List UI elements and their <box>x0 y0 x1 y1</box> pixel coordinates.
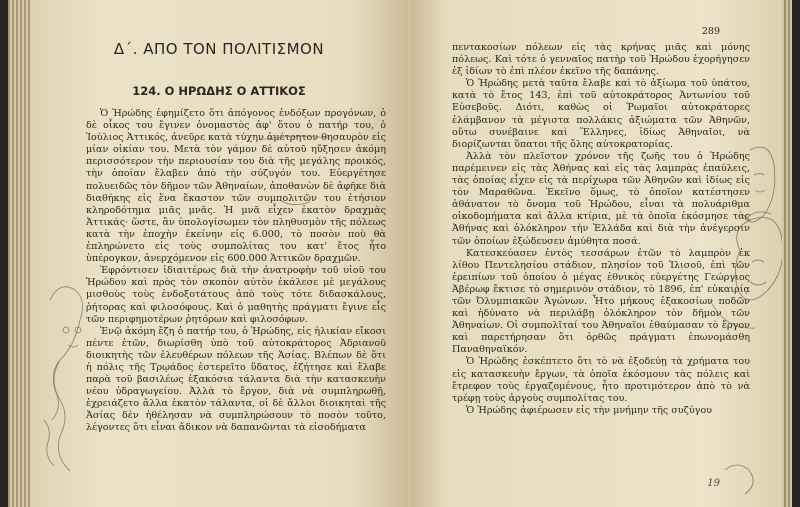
right-page <box>410 0 782 507</box>
right-paragraph-3: Ἀλλὰ τὸν πλεῖστον χρόνον τῆς ζωῆς του ὁ Ἡρώδης παρέμεινεν εἰς τὰς Ἀθήνας καὶ εἰς τὰς λαμπρὰς ἐπαύλεις, τὰς ὁποίας εἶχεν εἰς τὰ περίχωρα τῶν Ἀθηνῶν καὶ ἰδίως εἰς τὸν Μαραθῶνα. Ἐκεῖνο ὅμως, τὸ ὁποῖον κατέστησεν ἀθάνατον τὸ ὄνομα τοῦ Ἡρώδου, εἶναι τὰ πολυάριθμα οἰκοδομήματα καὶ ἄλλα κτίρια, μὲ τὰ ὁποῖα ἐκόσμησε τὰς Ἀθήνας καὶ ὁλόκληρον τὴν Ἑλλάδα καὶ διὰ τὴν ἀνέγερσιν τῶν ὁποίων ἐξώδευσεν ἀμύθητα ποσά. <box>452 150 750 247</box>
right-paragraph-2: Ὁ Ἡρώδης μετὰ ταῦτα ἔλαβε καὶ τὸ ἀξίωμα τοῦ ὑπάτου, κατὰ τὸ ἔτος 143, ἐπὶ τοῦ αὐτοκράτορος Ἀντωνίου τοῦ Εὐσεβοῦς. Διότι, καθὼς οἱ Ῥωμαῖοι αὐτοκράτορες ἐλάμβανον τὰ μέγιστα πολλάκις ἀξιώματα τῶν Ἀθηνῶν, οὕτω συνέβαινε καὶ Ἕλληνες, ἰδίως Ἀθηναῖοι, νὰ διορίζωνται ὕπατοι τῆς ὅλης αὐτοκρατορίας. <box>452 78 750 150</box>
page-number: 289 <box>701 26 720 37</box>
section-title: Δ΄. ΑΠΟ ΤΟΝ ΠΟΛΙΤΙΣΜΟΝ <box>113 40 325 58</box>
open-book <box>8 0 792 507</box>
left-paragraph-1: Ὁ Ἡρώδης ἐφημίζετο ὅτι ἀπόγονος ἐνδόξων προγόνων, ὁ δὲ οἶκος του ἔγινεν ὀνομαστὸς ἀφ' ὅτου ὁ πατήρ του, ὁ Ἰούλιος Ἀττικός, ἀνεῦρε κατὰ τύχην ἀμέτρητον θησαυρὸν εἰς μίαν οἰκίαν του. Μετὰ τὸν γάμον δὲ αὐτοῦ ηὔξησεν ἀκόμη περισσότερον τὴν περιουσίαν του διὰ τῆς μεγάλης προικός, τὴν ὁποίαν ἔλαβεν ἀπὸ τὴν σύζυγόν του. Εὐεργέτησε πολυειδῶς τὸν δῆμον τῶν Ἀθηναίων, ἀποθανὼν δὲ ἀφῆκε διὰ διαθήκης εἰς ἕνα ἕκαστον τῶν συμπολιτῶν του ἐτήσιον κληροδότημα μιᾶς μνᾶς. Ἡ μνᾶ εἶχεν ἑκατὸν δραχμὰς Ἀττικάς· ὥστε, ἂν ὑπολογίσωμεν τὸν πληθυσμὸν τῆς πόλεως κατὰ τὴν ἐποχὴν ἐκείνην εἰς 6.000, τὸ ποσὸν ποὺ θὰ ἐπληρώνετο εἰς τοὺς συμπολίτας του κατ' ἔτος ἦτο ὑπέρογκον, ἀνερχόμενον εἰς 600.000 Ἀττικῶν δραχμῶν. <box>86 108 386 265</box>
right-body-text <box>452 42 750 417</box>
chapter-title: 124. Ο ΗΡΩΔΗΣ Ο ΑΤΤΙΚΟΣ <box>132 84 306 98</box>
right-paragraph-6: Ὁ Ἡρώδης ἀφιέρωσεν εἰς τὴν μνήμην τῆς συζύγου <box>466 404 713 416</box>
left-page <box>30 0 408 507</box>
page-edges-right <box>782 0 792 507</box>
right-paragraph-4: Κατεσκεύασεν ἐντὸς τεσσάρων ἐτῶν τὸ λαμπρὸν ἐκ λίθου Πεντελησίου στάδιον, πλησίον τοῦ Ἰλισοῦ, ἐπὶ τῶν ἐρειπίων τοῦ ὁποίου ὁ μέγας ἐθνικὸς εὐεργέτης Γεώργιος Ἀβέρωφ ἔκτισε τὸ σημερινὸν στάδιον, τὸ 1896, ἐπ' εὐκαιρίᾳ τῶν Ὀλυμπιακῶν Ἀγώνων. Ἦτο μήκους ἑξακοσίων ποδῶν καὶ ἠδύνατο νὰ περιλάβῃ ὁλόκληρον τὸν δῆμον τῶν Ἀθηναίων. Οἱ συμπολῖταί του Ἀθηναῖοι ἐθαύμασαν τὸ ἔργον καὶ παρετήρησαν ὅτι ὀρθῶς πράγματι ἐπωνομάσθη Παναθηναϊκόν. <box>452 247 750 356</box>
left-body-text <box>86 108 386 435</box>
page-edges-left <box>8 0 30 507</box>
margin-note: 19 <box>707 478 720 489</box>
left-paragraph-2: Ἐφρόντισεν ἰδιαιτέρως διὰ τὴν ἀνατροφὴν τοῦ υἱοῦ του Ἡρώδου καὶ πρὸς τὸν σκοπὸν αὐτὸν ἐκάλεσε μὲ μεγάλους μισθοὺς τοὺς ἐνδοξοτάτους ἀπὸ τοὺς τότε διδασκάλους, ῥήτορας καὶ φιλοσόφους. Καὶ ὁ μαθητὴς πράγματι ἔγινε εἷς τῶν περιφημοτέρων ῥητόρων καὶ φιλοσόφων. <box>86 265 386 325</box>
right-paragraph-1: πεντακοσίων πόλεων εἰς τὰς κρήνας μιᾶς καὶ μόνης πόλεως. Καὶ τότε ὁ γενναῖος πατὴρ τοῦ Ἡρώδου ἐχορήγησεν ἐξ ἰδίων τὸ ἐπὶ πλέον ἐκεῖνο τῆς δαπάνης. <box>452 42 750 78</box>
right-paragraph-5: Ὁ Ἡρώδης ἐσκέπτετο ὅτι τὸ νὰ ἐξοδεύῃ τὰ χρήματα του εἰς κατασκευὴν ἔργων, τὰ ὁποῖα ἐκόσμουν τὰς πόλεις καὶ ἔτρεφον τοὺς ἐργαζομένους, ἦτο προτιμότερον ἀπὸ τὸ νὰ τρέφῃ τοὺς ἀργοὺς συμπολίτας του. <box>452 356 750 404</box>
left-paragraph-3: Ἐνῷ ἀκόμη ἔζη ὁ πατήρ του, ὁ Ἡρώδης, εἰς ἡλικίαν εἴκοσι πέντε ἐτῶν, διωρίσθη ὑπὸ τοῦ αὐτοκράτορος Ἀδριανοῦ διοικητὴς τῶν ἐλευθέρων πόλεων τῆς Ἀσίας. Βλέπων δὲ ὅτι ἡ πόλις τῆς Τρῳάδος ἐστερεῖτο ὕδατος, ἐζήτησε καὶ ἔλαβε παρὰ τοῦ βασιλέως ἑξακόσια τάλαντα διὰ τὴν κατασκευὴν νέου ὑδραγωγείου. Ἀλλὰ τὸ ἔργον, διὰ νὰ συμπληρωθῇ, ἐχρειάζετο ἄλλα ἑκατὸν τάλαντα, οἱ δὲ ἄλλοι διοικηταὶ τῆς Ἀσίας δὲν ἠθέλησαν νὰ συμπληρώσουν τὸ ποσὸν τοῦτο, λέγοντες ὅτι εἶναι ἄδικον νὰ δαπανῶνται τὰ εἰσοδήματα <box>86 325 386 434</box>
